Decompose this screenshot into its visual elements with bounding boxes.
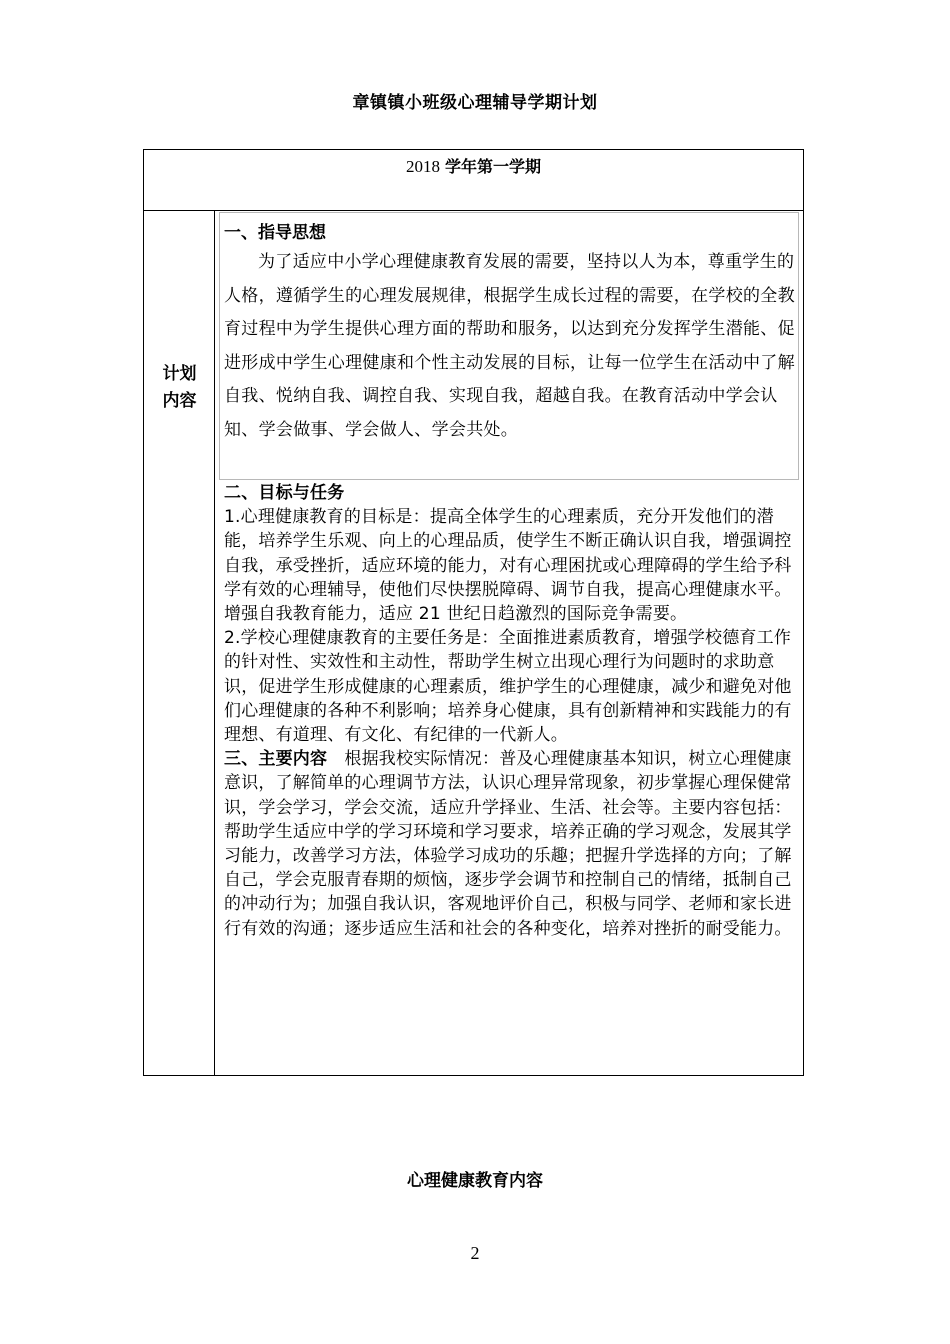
section2-heading: 二、目标与任务 bbox=[224, 483, 345, 503]
next-section-title: 心理健康教育内容 bbox=[407, 1171, 543, 1191]
label-line-1: 计划 bbox=[162, 364, 197, 384]
section-guiding-thought bbox=[224, 220, 798, 447]
section2-item1: 1.心理健康教育的目标是：提高全体学生的心理素质，充分开发他们的潜能，培养学生乐观、向上的心理品质，使学生不断正确认识自我，增强调控自我，承受挫折，适应环境的能力，对有心理困扰或心理障碍的学生给予科学有效的心理辅导，使他们尽快摆脱障碍、调节自我，提高心理健康水平。增强自我教育能力，适应 21 世纪日趋激烈的国际竞争需要。 bbox=[224, 507, 792, 625]
section3-body: 根据我校实际情况：普及心理健康基本知识，树立心理健康意识，了解简单的心理调节方法，认识心理异常现象，初步掌握心理保健常识，学会学习，学会交流，适应升学择业、生活、社会等。主要内容包括：帮助学生适应中学的学习环境和学习要求，培养正确的学习观念，发展其学习能力，改善学习方法，体验学习成功的乐趣；把握升学选择的方向；了解自己，学会克服青春期的烦恼，逐步学会调节和控制自己的情绪，抵制自己的冲动行为；加强自我认识，客观地评价自己，积极与同学、老师和家长进行有效的沟通；逐步适应生活和社会的各种变化，培养对挫折的耐受能力。 bbox=[224, 749, 792, 939]
section2-item2: 2.学校心理健康教育的主要任务是：全面推进素质教育，增强学校德育工作的针对性、实效性和主动性，帮助学生树立出现心理行为问题时的求助意识，促进学生形成健康的心理素质，维护学生的心理健康，减少和避免对他们心理健康的各种不利影响；培养身心健康，具有创新精神和实践能力的有理想、有道理、有文化、有纪律的一代新人。 bbox=[224, 628, 792, 746]
page-title: 章镇镇小班级心理辅导学期计划 bbox=[352, 93, 598, 113]
label-cell bbox=[144, 211, 215, 1075]
term-header bbox=[144, 150, 803, 211]
section1-heading: 一、指导思想 bbox=[224, 223, 326, 243]
section3-paragraph bbox=[224, 747, 798, 941]
plan-content-label bbox=[144, 361, 215, 415]
section-goals-and-content bbox=[224, 481, 798, 941]
page-number: 2 bbox=[470, 1243, 480, 1263]
section1-body: 为了适应中小学心理健康教育发展的需要，坚持以人为本，尊重学生的人格，遵循学生的心理发展规律，根据学生成长过程的需要，在学校的全教育过程中为学生提供心理方面的帮助和服务，以达到充分发挥学生潜能、促进形成中学生心理健康和个性主动发展的目标，让每一位学生在活动中了解自我、悦纳自我、调控自我、实现自我，超越自我。在教育活动中学会认知、学会做事、学会做人、学会共处。 bbox=[224, 252, 795, 440]
term-year: 2018 bbox=[405, 157, 440, 176]
section3-heading: 三、主要内容 bbox=[224, 749, 328, 770]
label-line-2: 内容 bbox=[162, 391, 197, 411]
term-text: 学年第一学期 bbox=[445, 157, 542, 176]
